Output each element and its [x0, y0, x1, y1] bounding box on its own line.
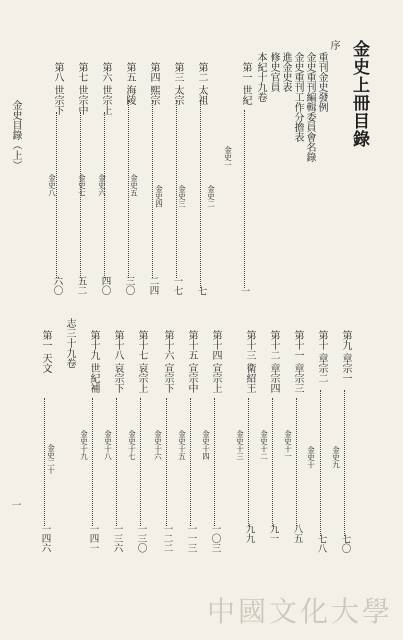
preface-item: 序: [328, 40, 339, 50]
toc-entry-sub: 金史十四: [201, 430, 211, 460]
page-title: 金史上冊目錄: [349, 40, 369, 148]
leader-dots: [152, 100, 153, 278]
toc-entry-label: 第九 章宗一: [340, 330, 351, 384]
toc-entry-page: 一二二: [161, 524, 173, 553]
watermark: 中國文化大學: [206, 595, 393, 628]
leader-dots: [248, 398, 249, 526]
toc-entry-page: 六〇: [51, 276, 63, 295]
toc-entry-sub: 金史二十: [46, 444, 56, 474]
toc-entry-page: 一四六: [39, 524, 51, 553]
toc-entry-sub: 金史三: [177, 185, 187, 208]
toc-entry-label: 第十四 宣宗上: [210, 330, 221, 394]
toc-entry-page: 二四: [147, 276, 159, 295]
leader-dots: [272, 398, 273, 526]
toc-entry-sub: 金史十九: [79, 430, 89, 460]
toc-entry-page: 八五: [291, 524, 303, 543]
preface-item: 修史官員: [268, 52, 279, 92]
toc-entry-label: 第四 熙宗: [148, 62, 159, 106]
toc-entry-page: 一〇三: [209, 524, 221, 553]
toc-entry-label: 第十 章宗二: [316, 330, 327, 384]
toc-entry-label: 第二 太祖: [196, 62, 207, 106]
toc-entry-sub: 金史六: [97, 174, 107, 197]
preface-item: 金史重刊編輯委員會名錄: [304, 52, 315, 162]
toc-entry-label: 第十九 世紀補: [88, 330, 99, 394]
toc-entry-sub: 金史十七: [127, 430, 137, 460]
leader-dots: [344, 390, 345, 536]
toc-entry-page: 一三六: [111, 524, 123, 553]
toc-entry-label: 第六 世宗上: [100, 62, 111, 116]
leader-dots: [190, 398, 191, 526]
toc-entry-page: 一: [238, 286, 250, 296]
leader-dots: [92, 398, 93, 526]
leader-dots: [128, 100, 129, 278]
toc-entry-sub: 金史十二: [259, 430, 269, 460]
toc-entry-page: 九九: [243, 524, 255, 543]
section-header: 志三十九卷: [64, 318, 75, 368]
toc-entry-sub: 金史十五: [177, 430, 187, 460]
toc-entry-page: 一一三: [185, 524, 197, 553]
toc-entry-label: 第十七 哀宗上: [136, 330, 147, 394]
toc-entry-label: 第一 天文: [40, 330, 51, 374]
toc-entry-page: 四〇: [99, 276, 111, 295]
toc-entry-label: 第五 海陵: [124, 62, 135, 106]
toc-entry-label: 第三 太宗: [172, 62, 183, 106]
toc-entry-sub: 金史二: [206, 185, 216, 208]
leader-dots: [320, 390, 321, 536]
toc-entry-page: 一三〇: [135, 524, 147, 553]
toc-entry-sub: 金史五: [129, 174, 139, 197]
leader-dots: [296, 398, 297, 526]
toc-entry-sub: 金史十: [306, 446, 316, 469]
toc-entry-page: 五二: [75, 276, 87, 295]
toc-entry-label: 第十一 章宗三: [292, 330, 303, 394]
toc-entry-page: 九一: [267, 524, 279, 543]
toc-entry-page: 七〇: [339, 534, 351, 553]
toc-entry-page: 七: [195, 286, 207, 296]
leader-dots: [44, 398, 45, 526]
toc-entry-label: 第十八 哀宗下: [112, 330, 123, 394]
toc-entry-sub: 金史八: [47, 174, 57, 197]
toc-entry-sub: 金史十一: [283, 430, 293, 460]
section-header: 本紀十九卷: [255, 52, 266, 102]
toc-entry-sub: 金史七: [77, 174, 87, 197]
leader-dots: [214, 398, 215, 526]
leader-dots: [176, 100, 177, 278]
toc-entry-label: 第一 世紀: [240, 62, 251, 106]
toc-entry-sub: 金史十八: [103, 430, 113, 460]
toc-entry-label: 第十三 衛紹王: [244, 330, 255, 394]
leader-dots: [116, 398, 117, 526]
toc-entry-label: 第七 世宗中: [76, 62, 87, 116]
toc-entry-sub: 金史一: [223, 146, 233, 169]
leader-dots: [166, 398, 167, 526]
toc-entry-label: 第十六 宣宗下: [162, 330, 173, 394]
toc-entry-sub: 金史四: [154, 185, 164, 208]
toc-entry-sub: 金史九: [331, 446, 341, 469]
toc-entry-sub: 金史十三: [235, 430, 245, 460]
toc-entry-label: 第十五 宣宗中: [186, 330, 197, 394]
toc-entry-page: 七八: [315, 534, 327, 553]
page-number: 一: [9, 500, 21, 510]
toc-entry-page: 三〇: [123, 276, 135, 295]
preface-item: 重刊金史發例: [316, 52, 327, 112]
toc-entry-page: 一四一: [87, 524, 99, 553]
toc-entry-label: 第八 世宗下: [52, 62, 63, 116]
preface-item: 金史重刊工作分擔表: [292, 52, 303, 142]
leader-dots: [244, 110, 245, 288]
toc-entry-label: 第十二 章宗四: [268, 330, 279, 394]
preface-item: 進金史表: [280, 52, 291, 92]
toc-entry-sub: 金史十六: [153, 430, 163, 460]
leader-dots: [140, 398, 141, 526]
leader-dots: [200, 100, 201, 288]
running-title: 金史目錄（上）: [10, 100, 21, 170]
toc-entry-page: 一七: [171, 276, 183, 295]
